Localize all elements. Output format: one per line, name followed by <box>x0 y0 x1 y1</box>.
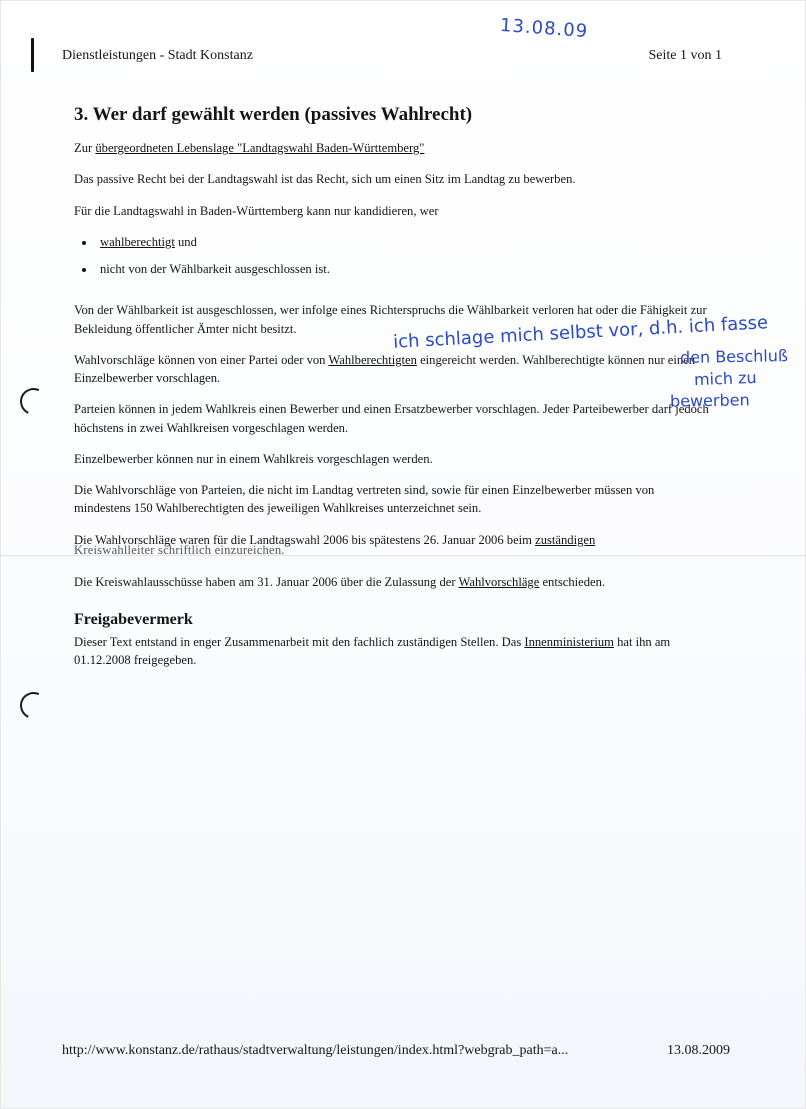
page-number: Seite 1 von 1 <box>648 48 722 63</box>
decision-paragraph-container <box>74 573 714 604</box>
handwritten-note-line-2: den Beschluß <box>679 346 789 367</box>
footer-url[interactable]: http://www.konstanz.de/rathaus/stadtverwaltung/leistungen/index.html?webgrab_path=a... <box>62 1043 569 1058</box>
paragraph-decision <box>74 573 714 591</box>
punch-hole-top <box>16 384 51 419</box>
paragraph-exclusion: Von der Wählbarkeit ist ausgeschlossen, wer infolge eines Richterspruchs die Wählbarkeit verloren hat oder die Fähigkeit zur Bekleidung öffentlicher Ämter nicht besitzt. <box>74 303 707 336</box>
parent-lebenslage-link[interactable]: übergeordneten Lebenslage "Landtagswahl Baden-Württemberg" <box>95 141 425 155</box>
parent-link-line <box>74 139 714 157</box>
zustaendigen-link[interactable]: zuständigen <box>535 532 596 547</box>
release-text-prefix: Dieser Text entstand in enger Zusammenarbeit mit den fachlich zuständigen Stellen. Das <box>74 635 525 649</box>
wahlvorschlaege-link[interactable]: Wahlvorschläge <box>458 575 540 589</box>
paragraph-signatures: Die Wahlvorschläge von Parteien, die nicht im Landtag vertreten sind, sowie für einen Einzelbewerber müssen von mindestens 150 Wahlberechtigten des jeweiligen Wahlkreises unterzeichnet sein. <box>74 483 655 516</box>
handwritten-note-line-4: bewerben <box>669 390 750 411</box>
deadline-text-prefix: Die Wahlvorschläge waren für die Landtagswahl 2006 bis spätestens 26. Januar 2006 beim <box>74 532 536 547</box>
left-margin-mark <box>31 38 34 72</box>
decision-text-suffix: entschieden. <box>539 575 606 589</box>
release-text <box>74 633 714 670</box>
document-header-title: Dienstleistungen - Stadt Konstanz <box>62 48 253 63</box>
parent-link-prefix: Zur <box>74 141 96 155</box>
paragraph-passive-right: Das passive Recht bei der Landtagswahl ist das Recht, sich um einen Sitz im Landtag zu bewerben. <box>74 172 576 187</box>
list-item-wahlberechtigt <box>96 233 714 251</box>
paragraph-parties: Parteien können in jedem Wahlkreis einen Bewerber und einen Ersatzbewerber vorschlagen. Jeder Parteibewerber darf jedoch höchstens in zwei Wahlkreisen vorgeschlagen werden. <box>74 402 709 435</box>
wahlberechtigten-link[interactable]: Wahlberechtigten <box>328 352 417 367</box>
paragraph-candidacy: Für die Landtagswahl in Baden-Württemberg kann nur kandidieren, wer <box>74 203 439 218</box>
list-item-not-excluded: • nicht von der Wählbarkeit ausgeschlossen ist. <box>96 260 714 278</box>
handwritten-date: 13.08.09 <box>499 14 589 43</box>
proposals-text-suffix: eingereicht werden. Wahlberechtigte können nur einen Einzelbewerber vorschlagen. <box>74 352 696 385</box>
eligibility-list <box>96 233 714 279</box>
punch-hole-bottom <box>16 688 51 723</box>
blurred-deadline-continuation: Kreiswahlleiter schriftlich einzureichen. <box>74 543 285 557</box>
paragraph-proposals <box>74 351 714 388</box>
innenministerium-link[interactable]: Innenministerium <box>524 635 614 649</box>
proposals-text-prefix: Wahlvorschläge können von einer Partei oder von <box>74 352 329 367</box>
release-heading: Freigabevermerk <box>74 611 193 628</box>
paragraph-single-candidates: Einzelbewerber können nur in einem Wahlkreis vorgeschlagen werden. <box>74 451 433 466</box>
decision-text-prefix: Die Kreiswahlausschüsse haben am 31. Januar 2006 über die Zulassung der <box>74 575 459 589</box>
page-heading: 3. Wer darf gewählt werden (passives Wahlrecht) <box>74 104 473 125</box>
list-item-text: und <box>174 234 197 249</box>
footer-date: 13.08.2009 <box>667 1043 730 1058</box>
wahlberechtigt-link[interactable]: wahlberechtigt <box>100 234 175 249</box>
handwritten-note-line-1: ich schlage mich selbst vor, d.h. ich fasse <box>392 312 769 353</box>
release-text-suffix: hat ihn am 01.12.2008 freigegeben. <box>74 635 671 668</box>
handwritten-note-line-3: mich zu <box>693 367 757 390</box>
